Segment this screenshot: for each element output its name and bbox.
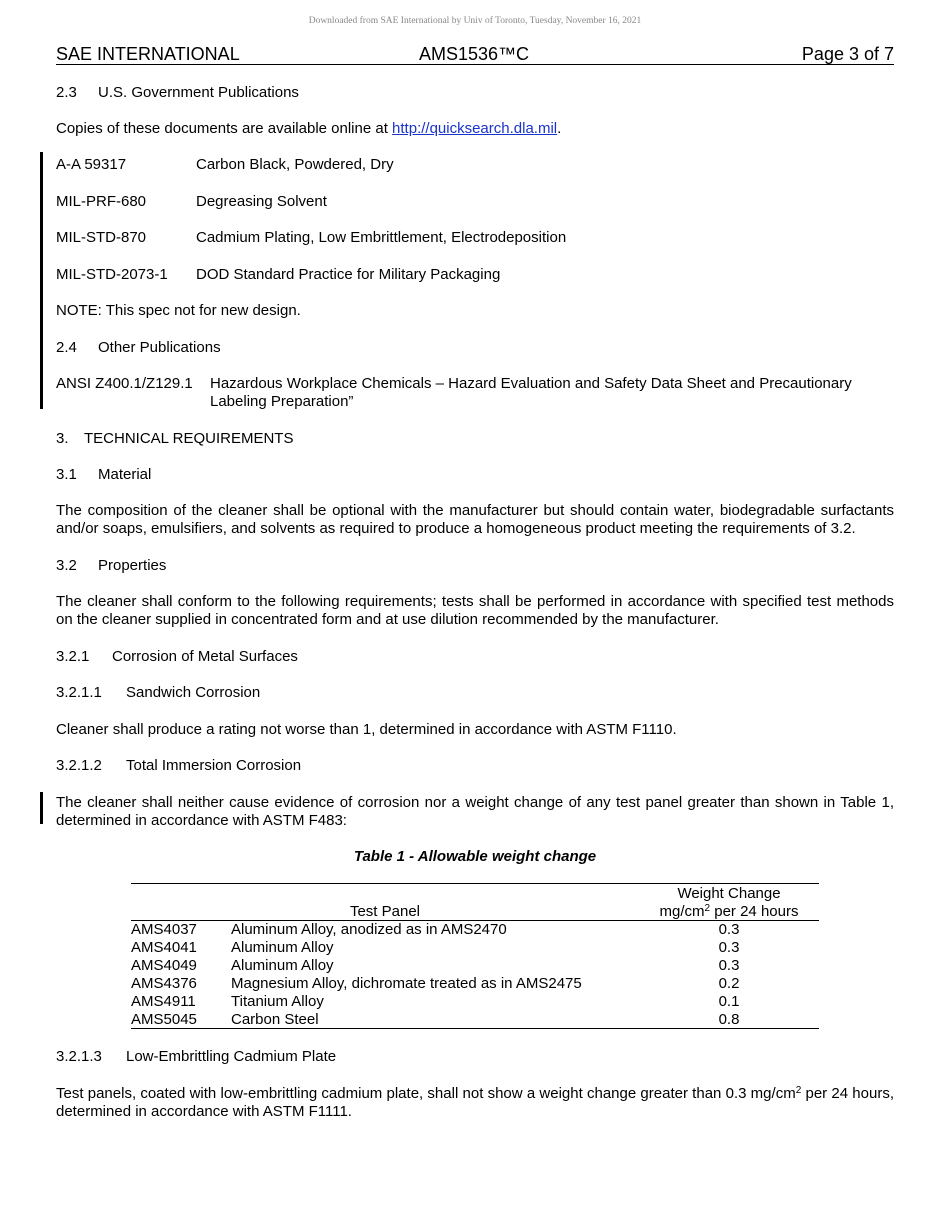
weight-change-value: 0.3	[718, 939, 740, 956]
table-top-rule	[131, 883, 819, 884]
table-row	[131, 993, 819, 1011]
panel-description: Aluminum Alloy	[231, 957, 334, 974]
panel-code: AMS4376	[131, 975, 197, 992]
reference-code: MIL-PRF-680	[56, 193, 147, 210]
section-title: Corrosion of Metal Surfaces	[112, 648, 298, 665]
revision-change-bar	[40, 792, 43, 824]
paragraph: The cleaner shall neither cause evidence of corrosion nor a weight change of any test panel greater than shown in Table 1, determined in accordance with ASTM F483:	[56, 794, 894, 829]
weight-change-value: 0.3	[718, 921, 740, 938]
section-title: Total Immersion Corrosion	[126, 757, 302, 774]
section-title: Other Publications	[98, 339, 221, 356]
panel-code: AMS4049	[131, 957, 197, 974]
header-org: SAE INTERNATIONAL	[56, 44, 240, 64]
table-row	[131, 1011, 819, 1029]
panel-description: Carbon Steel	[231, 1011, 319, 1028]
table-row	[131, 957, 819, 975]
paragraph: The composition of the cleaner shall be optional with the manufacturer but should contain water, biodegradable surfactants and/or soaps, emulsifiers, and solvents as required to produce a homogeneous product meeting the requirements of 3.2.	[56, 502, 894, 537]
section-heading	[56, 430, 293, 448]
column-header-test-panel: Test Panel	[349, 903, 421, 920]
table-caption: Table 1 - Allowable weight change	[353, 848, 597, 865]
paragraph-text: Copies of these documents are available online at	[56, 120, 393, 137]
reference-code: MIL-STD-870	[56, 229, 147, 246]
revision-change-bar	[40, 152, 43, 409]
section-number: 3.2.1.3	[56, 1048, 102, 1065]
section-number: 3.2.1	[56, 648, 90, 665]
reference-title: Cadmium Plating, Low Embrittlement, Electrodeposition	[196, 229, 567, 246]
section-number: 3.1	[56, 466, 77, 483]
table-bottom-rule	[131, 1028, 819, 1029]
section-title: U.S. Government Publications	[98, 84, 299, 101]
column-header-weight-unit	[639, 903, 819, 921]
paragraph	[56, 1085, 894, 1121]
reference-title: Hazardous Workplace Chemicals – Hazard Evaluation and Safety Data Sheet and Precautionary Labeling Preparation”	[210, 375, 852, 410]
panel-code: AMS4911	[131, 993, 196, 1010]
paragraph-text: .	[557, 120, 562, 137]
reference-title: DOD Standard Practice for Military Packaging	[196, 266, 501, 283]
section-heading	[56, 757, 301, 775]
panel-code: AMS4037	[131, 921, 197, 938]
paragraph-text: Test panels, coated with low-embrittling cadmium plate, shall not show a weight change greater than 0.3 mg/cm	[56, 1085, 796, 1102]
table-row	[131, 975, 819, 993]
dla-quicksearch-link[interactable]: http://quicksearch.dla.mil	[392, 120, 558, 137]
reference-code: A-A 59317	[56, 156, 127, 173]
download-watermark: Downloaded from SAE International by Univ of Toronto, Tuesday, November 16, 2021	[308, 16, 642, 26]
unit-exponent: 2	[795, 1085, 802, 1096]
panel-code: AMS5045	[131, 1011, 197, 1028]
section-heading	[56, 339, 221, 357]
section-number: 3.2	[56, 557, 77, 574]
table-row	[131, 939, 819, 957]
paragraph-text: per 24 hours, determined in accordance with ASTM F1111.	[56, 1085, 894, 1120]
weight-change-value: 0.8	[718, 1011, 740, 1028]
section-title: Material	[98, 466, 152, 483]
section-title: Sandwich Corrosion	[126, 684, 261, 701]
header-page-number: Page 3 of 7	[801, 44, 894, 64]
section-title: Properties	[98, 557, 167, 574]
section-heading	[56, 1048, 336, 1066]
reference-code: ANSI Z400.1/Z129.1	[56, 375, 193, 392]
panel-code: AMS4041	[131, 939, 197, 956]
panel-description: Aluminum Alloy, anodized as in AMS2470	[231, 921, 507, 938]
table-row	[131, 921, 819, 939]
section-heading	[56, 84, 299, 102]
unit-text: mg/cm	[659, 903, 705, 920]
section-number: 3.2.1.1	[56, 684, 102, 701]
weight-change-value: 0.3	[718, 957, 740, 974]
page-header	[56, 44, 894, 65]
unit-exponent: 2	[704, 903, 711, 914]
reference-title: Carbon Black, Powdered, Dry	[196, 156, 394, 173]
paragraph: Cleaner shall produce a rating not worse than 1, determined in accordance with ASTM F1110.	[56, 721, 677, 738]
section-title: Low-Embrittling Cadmium Plate	[126, 1048, 337, 1065]
header-doc-id: AMS1536™C	[419, 44, 530, 64]
note: NOTE: This spec not for new design.	[56, 302, 301, 319]
weight-change-value: 0.1	[718, 993, 740, 1010]
panel-description: Magnesium Alloy, dichromate treated as in AMS2475	[231, 975, 582, 992]
section-heading	[56, 466, 151, 484]
reference-code: MIL-STD-2073-1	[56, 266, 168, 283]
reference-title: Degreasing Solvent	[196, 193, 327, 210]
section-number: 2.3	[56, 84, 77, 101]
section-number: 2.4	[56, 339, 77, 356]
section-number: 3.	[56, 430, 69, 447]
section-heading	[56, 557, 166, 575]
panel-description: Titanium Alloy	[231, 993, 324, 1010]
section-number: 3.2.1.2	[56, 757, 102, 774]
paragraph	[56, 120, 561, 138]
section-heading	[56, 648, 298, 666]
section-heading	[56, 684, 260, 702]
section-title: TECHNICAL REQUIREMENTS	[84, 430, 294, 447]
panel-description: Aluminum Alloy	[231, 939, 334, 956]
column-header-weight-change: Weight Change	[677, 885, 781, 902]
weight-change-value: 0.2	[718, 975, 740, 992]
paragraph: The cleaner shall conform to the following requirements; tests shall be performed in accordance with specified test methods on the cleaner supplied in concentrated form and at use dilution recommended by the manufacturer.	[56, 593, 894, 628]
unit-text: per 24 hours	[710, 903, 799, 920]
